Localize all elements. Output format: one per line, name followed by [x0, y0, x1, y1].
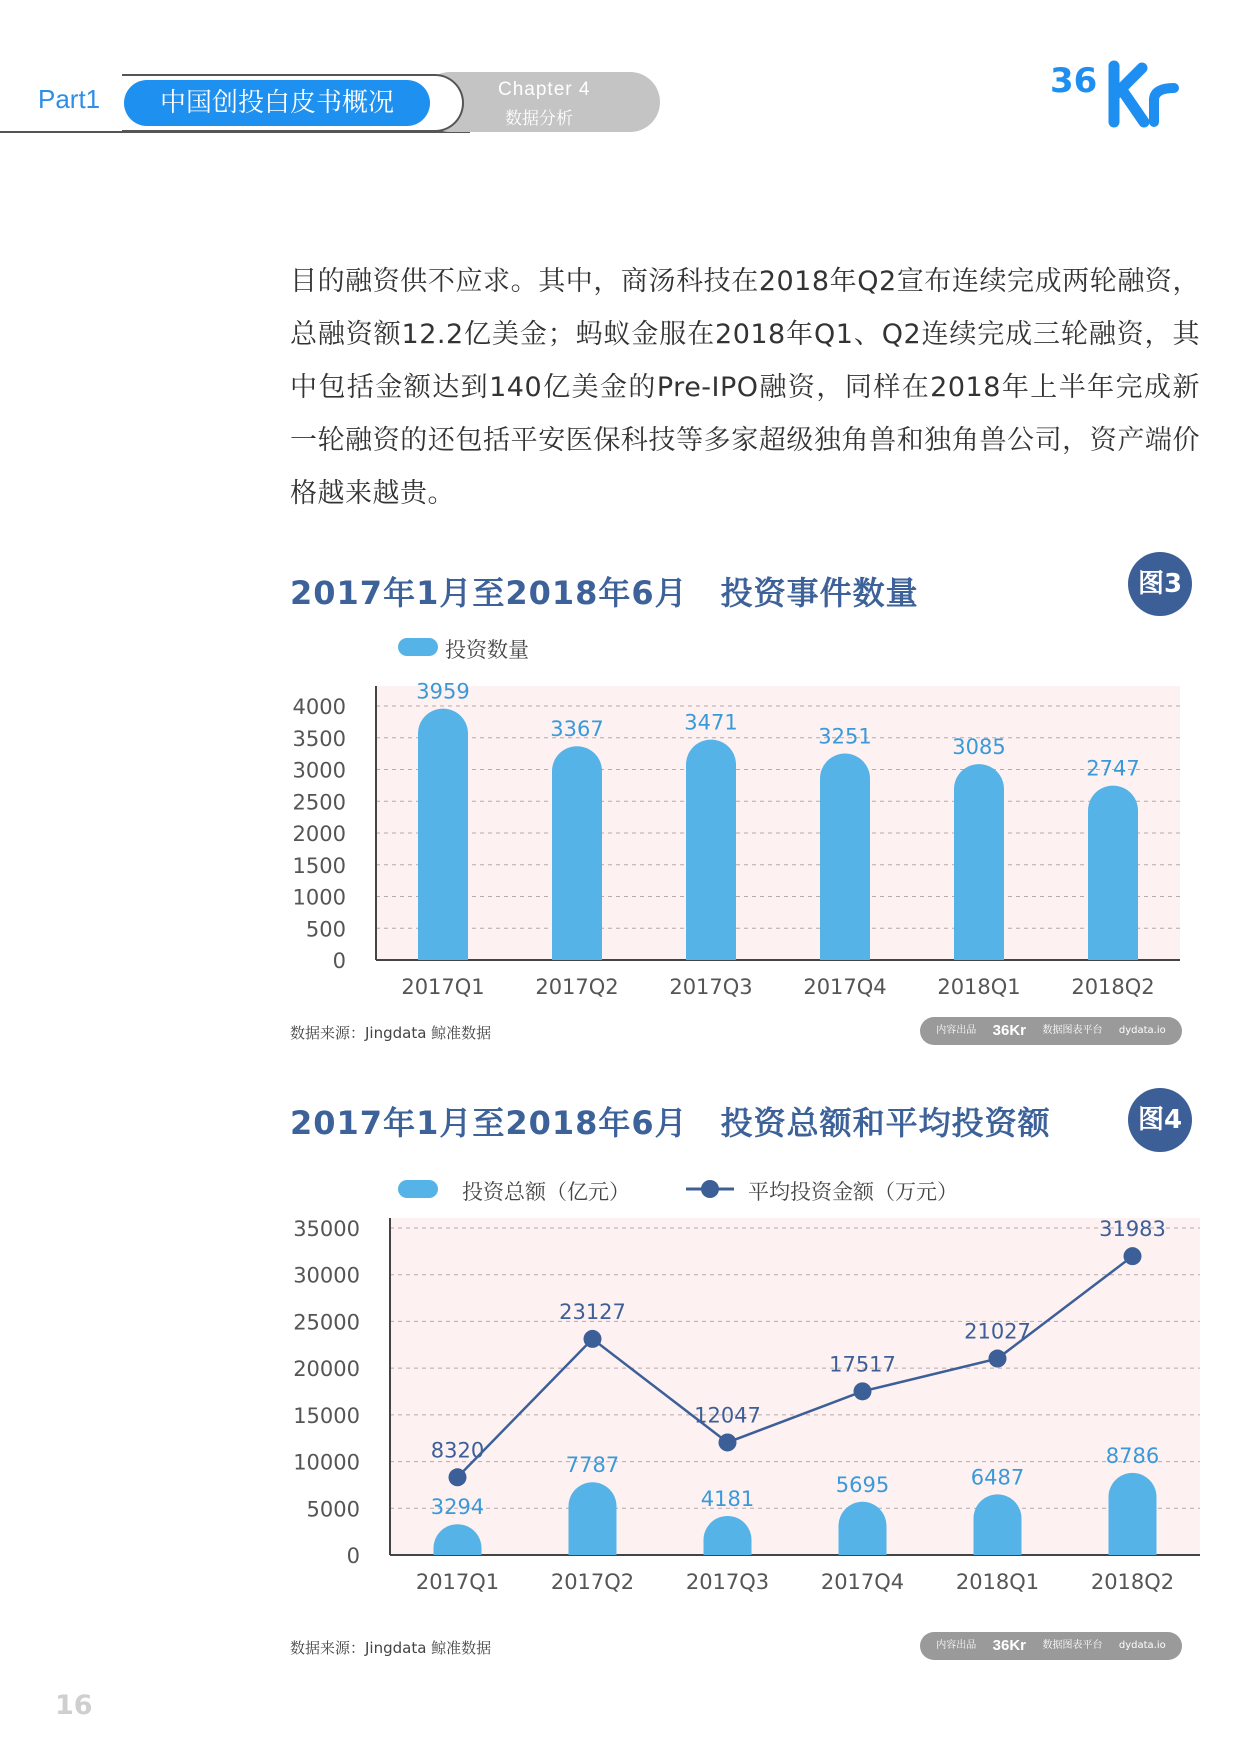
figure3-title: 2017年1月至2018年6月 投资事件数量: [290, 574, 919, 612]
line-point: [989, 1350, 1007, 1368]
legend-label-average: 平均投资金额（万元）: [748, 1180, 958, 1204]
x-tick-label: 2018Q2: [1090, 1570, 1175, 1594]
body-paragraph: 目的融资供不应求。其中，商汤科技在2018年Q2宣布连续完成两轮融资，总融资额12.2亿美金；蚂蚁金服在2018年Q1、Q2连续完成三轮融资，其中包括金额达到140亿美金的Pre-IPO融资，同样在2018年上半年完成新一轮融资的还包括平安医保科技等多家超级独角兽和独角兽公司，资产端价格越来越贵。: [290, 266, 1200, 509]
line-data-label: 12047: [694, 1403, 761, 1428]
y-tick-label: 10000: [293, 1450, 360, 1475]
x-tick-label: 2017Q1: [401, 975, 485, 999]
line-point: [854, 1382, 872, 1400]
x-tick-label: 2017Q3: [685, 1570, 770, 1594]
bar-data-label: 3294: [430, 1495, 485, 1520]
y-tick-label: 30000: [293, 1263, 360, 1288]
svg-text:36: 36: [1050, 61, 1098, 101]
y-tick-label: 2000: [292, 822, 346, 846]
y-tick-label: 3000: [292, 758, 346, 783]
legend-label-total: 投资总额（亿元）: [462, 1180, 630, 1204]
bar: [974, 1494, 1022, 1555]
y-tick-label: 35000: [293, 1217, 360, 1241]
y-tick-label: 15000: [293, 1403, 360, 1428]
x-tick-label: 2017Q3: [669, 975, 753, 999]
bar-data-label: 5695: [835, 1472, 890, 1497]
y-tick-label: 0: [332, 949, 346, 973]
x-tick-label: 2017Q1: [415, 1570, 500, 1594]
figure3-source: 数据来源：Jingdata 鲸准数据: [290, 1024, 492, 1042]
bar: [839, 1502, 887, 1555]
y-tick-label: 1000: [292, 885, 346, 910]
figure4-badge: 图4: [1128, 1088, 1192, 1152]
x-tick-label: 2017Q4: [803, 975, 887, 999]
line-point: [719, 1433, 737, 1451]
bar: [820, 754, 870, 960]
bar-data-label: 3085: [952, 735, 1006, 760]
bar-data-label: 3367: [550, 717, 604, 742]
line-data-label: 23127: [559, 1299, 626, 1324]
bar-data-label: 3471: [684, 710, 738, 735]
line-point: [1124, 1247, 1142, 1265]
36kr-logo: [1050, 56, 1190, 132]
plot-background: [390, 1218, 1200, 1555]
figure4-brand-strip: [920, 1632, 1182, 1660]
y-tick-label: 3500: [292, 726, 346, 751]
y-tick-label: 5000: [306, 1497, 360, 1522]
x-tick-label: 2018Q1: [955, 1570, 1040, 1594]
part-label: Part1: [38, 84, 101, 114]
figure4-chart: [280, 1210, 1200, 1610]
y-tick-label: 0: [346, 1544, 360, 1568]
legend-swatch-bar: [398, 638, 438, 656]
brand-mid-text: 数据图表平台: [1042, 1640, 1103, 1651]
brand-logo-text: 36Kr: [992, 1022, 1027, 1039]
plot-background: [376, 686, 1180, 960]
bar-data-label: 8786: [1105, 1443, 1160, 1468]
bar-data-label: 4181: [700, 1486, 755, 1511]
legend-line-marker-icon: [686, 1177, 734, 1205]
brand-logo-text: 36Kr: [992, 1637, 1027, 1654]
legend-label-count: 投资数量: [445, 638, 529, 662]
bar-data-label: 3959: [416, 679, 470, 704]
brand-left-text: 内容出品: [936, 1640, 977, 1651]
figure3-brand-strip: [920, 1017, 1182, 1045]
section-title: 中国创投白皮书概况: [124, 80, 430, 126]
brand-left-text: 内容出品: [936, 1025, 977, 1036]
line-point: [449, 1468, 467, 1486]
bar-data-label: 3251: [818, 724, 872, 749]
bar: [569, 1482, 617, 1555]
chapter-label: Chapter 4: [498, 79, 591, 100]
y-tick-label: 4000: [292, 695, 346, 719]
bar: [418, 709, 468, 960]
line-data-label: 8320: [430, 1438, 485, 1463]
brand-right-text: dydata.io: [1118, 1025, 1166, 1036]
bar-data-label: 7787: [565, 1453, 620, 1478]
bar: [1088, 786, 1138, 960]
bar: [686, 740, 736, 960]
line-data-label: 31983: [1099, 1217, 1166, 1242]
page-number: 16: [55, 1690, 93, 1721]
x-tick-label: 2017Q2: [535, 975, 619, 999]
x-tick-label: 2017Q2: [550, 1570, 635, 1594]
legend-swatch-bar: [398, 1180, 438, 1198]
y-tick-label: 1500: [292, 853, 346, 878]
bar: [552, 746, 602, 960]
y-tick-label: 20000: [293, 1357, 360, 1382]
brand-right-text: dydata.io: [1118, 1640, 1166, 1651]
y-tick-label: 500: [305, 917, 346, 942]
bar: [954, 764, 1004, 960]
figure4-source: 数据来源：Jingdata 鲸准数据: [290, 1639, 492, 1657]
bar-data-label: 2747: [1086, 756, 1140, 781]
line-data-label: 21027: [964, 1319, 1031, 1344]
line-point: [584, 1330, 602, 1348]
figure4-title: 2017年1月至2018年6月 投资总额和平均投资额: [290, 1104, 1051, 1142]
line-data-label: 17517: [829, 1352, 896, 1377]
y-tick-label: 2500: [292, 790, 346, 815]
x-tick-label: 2018Q2: [1071, 975, 1155, 999]
bar: [1109, 1473, 1157, 1555]
y-tick-label: 25000: [293, 1310, 360, 1335]
brand-mid-text: 数据图表平台: [1042, 1025, 1103, 1036]
bar-data-label: 6487: [970, 1465, 1025, 1490]
figure3-chart: [280, 672, 1180, 1002]
x-tick-label: 2017Q4: [820, 1570, 905, 1594]
x-tick-label: 2018Q1: [937, 975, 1021, 999]
chapter-subtitle: 数据分析: [505, 109, 573, 129]
figure3-badge: 图3: [1128, 552, 1192, 616]
